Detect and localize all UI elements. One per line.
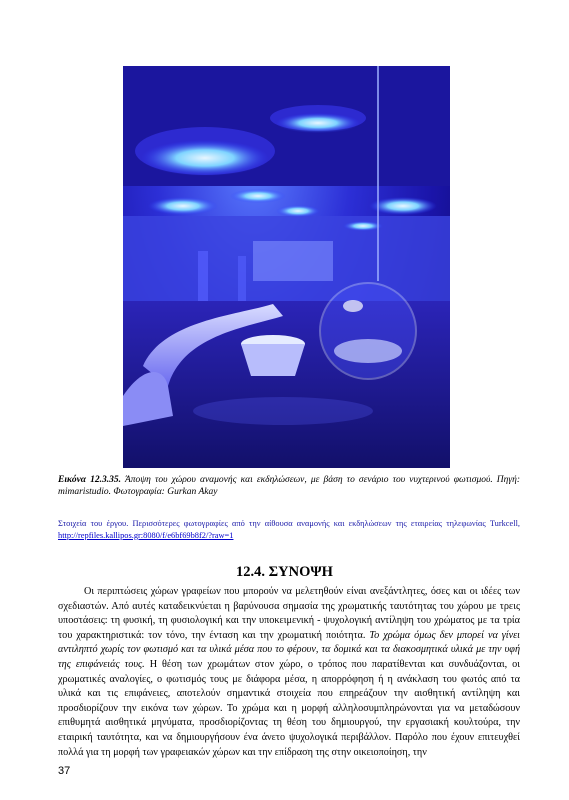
section-heading: 12.4. ΣΥΝΟΨΗ [236,564,333,580]
summary-paragraph [58,585,520,760]
figure-caption [58,474,520,498]
summary-text-italic: Το χρώμα όμως δεν μπορεί να γίνει αντιληπτό χωρίς τον φωτισμό και τα υλικά μέσα που το φέρουν, τα δομικά και τα διακοσμητικά υλικά με την υφή της επιφάνειάς τους. [58,629,520,670]
caption-label: Εικόνα 12.3.35. [58,475,122,485]
project-note [58,518,520,541]
lounge-illustration [123,66,450,468]
caption-text: Άποψη του χώρου αναμονής και εκδηλώσεων, με βάση το σενάριο του νυχτερινού φωτισμού. Πηγή: mimaristudio. Φωτογραφία: Gurkan Akay [58,475,520,497]
figure-photo [123,66,450,468]
page-number: 37 [58,765,71,777]
repfiles-link[interactable]: http://repfiles.kallipos.gr:8080/f/e6bf69b8f2/?raw=1 [58,530,234,540]
summary-text-3: Η θέση των χρωμάτων στον χώρο, ο τρόπος που παρατίθενται και συνδυάζονται, οι χρωματικές αναλογίες, ο φωτισμός τους με διάφορα μέσα, η απορρόφηση ή η ανάκλαση του φωτός από τα υλικά και τις επιφάνειες, αποτελούν σημαντικά στοιχεία που επηρεάζουν την αισθητική αντίληψη και προσδιορίζουν την εικόνα των χώρων. Το χρώμα και η μορφή αλληλοσυμπληρώνονται για να μεταδώσουν επιθυμητά αισθητικά μηνύματα, προσδιορίζοντας τη θέση του δημιουργού, την εργασιακή κουλτούρα, την εταιρική ταυτότητα, και να δημιουργήσουν ένα άνετο ψυχολογικά περιβάλλον. Παρόλο που έχουν επιτευχθεί πολλά για τη μορφή των γραφειακών χώρων και την επίδραση της στην οικειοποίηση, την [58,658,520,758]
summary-text-1: Οι περιπτώσεις χώρων γραφείων που μπορούν να μελετηθούν είναι ανεξάντλητες, όσες και οι ιδέες των σχεδιαστών. Από αυτές καταδεικνύεται η βαρύνουσα σημασία της χρωματικής ταυτότητας του χώρου με τρεις υποστάσεις: τη φυσική, τη φυσιολογική και την υποκειμενική - ψυχολογική αντίληψη του χρώματος με τα τρία του χαρακτηριστικά: τον τόνο, την ένταση και την χρωματική ποιότητα. [58,586,520,641]
section-body [58,585,520,760]
note-text: Στοιχεία του έργου. Περισσότερες φωτογραφίες από την αίθουσα αναμονής και εκδηλώσεων της εταιρείας τηλεφωνίας Turkcell, [58,519,520,528]
